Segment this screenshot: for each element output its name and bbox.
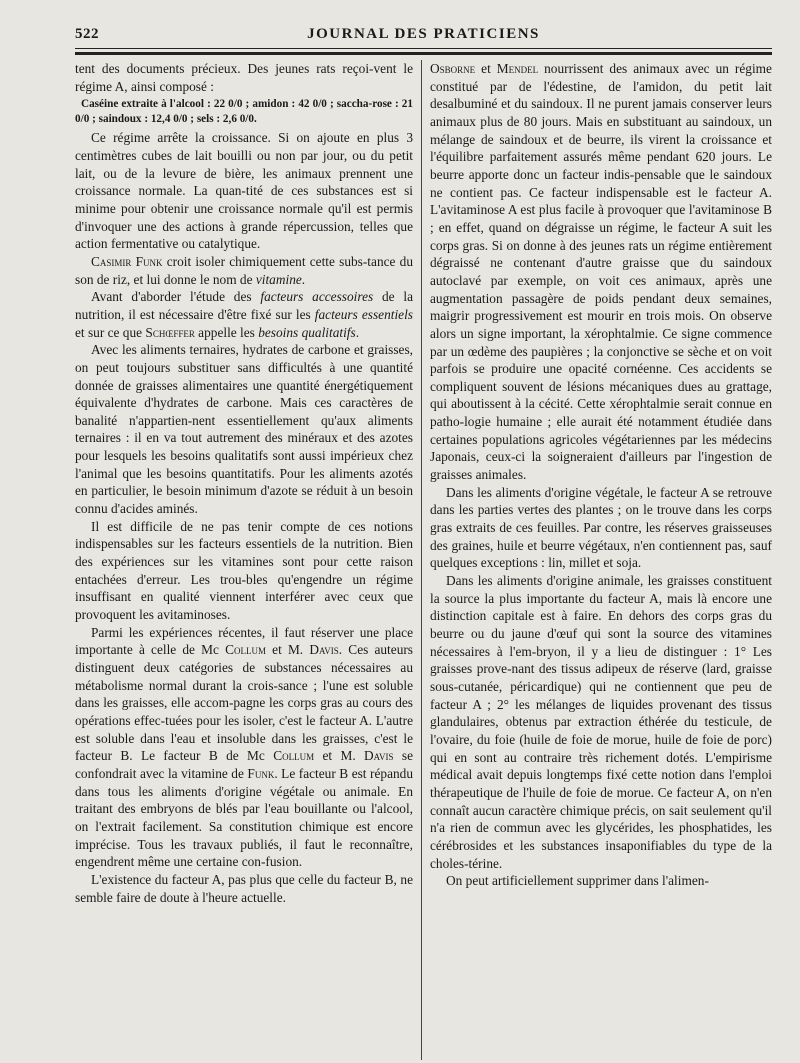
page-header bbox=[75, 22, 772, 46]
right-column-paragraph: Osborne et Mendel nourrissent des animaux avec un régime constitué par de l'édestine, de l'amidon, du petit lait desalbuminé et du saindoux. Il ne purent jamais conserver leurs animaux plus de 80 jours. Mais en substituant au saindoux, un mélange de saindoux et de beurre, ils virent la croissance et l'équilibre parfaitement assurés même pendant 620 jours. Le beurre apporte donc un facteur indis-pensable que le saindoux ne contient pas. Ce facteur indispensable est le facteur A. L'avitaminose A est plus facile à provoquer que l'avitaminose B ; en effet, quand on dégraisse un régime, le facteur A suit les corps gras. Si on donne à des jeunes rats un régime entièrement dégraissé ne contenant d'autre graisse que du saindoux autoclavé par exemple, on voit ces animaux, après une augmentation passagère de poids pendant deux semaines, maigrir progressivement est mourir en trois mois. On observe alors un signe important, la xérophtalmie. Ce signe commence par un œdème des paupières ; la conjonctive se sèche et on voit parfois se produire une opacité cornéenne. Ces accidents se compliquent souvent de lésions mécaniques dues au grattage, qui aboutissent à la cécité. Cette xérophtalmie serait connue en patho-logie humaine ; elle aurait été notamment étudiée dans certaines populations agricoles végétariennes par les médecins Japonais, ceux-ci la soigneraient d'ailleurs par l'ingestion de graisses animales. bbox=[430, 61, 772, 483]
right-column-paragraph: Dans les aliments d'origine animale, les graisses constituent la source la plus importante du facteur A, mais là encore une distinction capitale est à faire. En dehors des corps gras du beurre ou du jaune d'œuf qui sont la source des vitamines nécessaires à l'em-bryon, il y a lieu de distinguer : 1° Les graisses prove-nant des tissus adipeux de réserve (lard, graisse sous-cutanée, péricardique) qui ne contiennent que peu de facteur A ; 2° les mélanges de liquides provenant des tissus glandulaires, obtenus par extraction éthérée du testicule, de l'ovaire, du foie (huile de foie de morue, huile de foie de porc) qui en sont au contraire très richement dotés. L'empirisme médical avait depuis longtemps fixé cette notion dans l'emploi thérapeutique de l'huile de foie de morue. Ce facteur A, on n'en connaît aucun caractère chimique précis, on sait seulement qu'il n'a rien de commun avec les glycérides, les phosphatides, les cérébrosides et les substances insaponifiables du type de la choles-térine. bbox=[430, 573, 772, 871]
left-column-paragraph: Caséine extraite à l'alcool : 22 0/0 ; amidon : 42 0/0 ; saccha-rose : 21 0/0 ; saindoux : 12,4 0/0 ; sels : 2,6 0/0. bbox=[75, 98, 413, 125]
right-column bbox=[430, 60, 772, 890]
left-column bbox=[75, 60, 413, 906]
left-column-paragraph: Ce régime arrête la croissance. Si on ajoute en plus 3 centimètres cubes de lait bouilli ou non par jour, ou du petit lait, ou de la levure de bière, les animaux prennent une croissance normale. La quan-tité de ces substances est si minime pour obtenir une croissance normale qu'il est permis d'invoquer une des actions à grande répercussion, telles que action fermentative ou catalytique. bbox=[75, 130, 413, 252]
journal-title: JOURNAL DES PRATICIENS bbox=[307, 26, 540, 42]
left-column-paragraph: Casimir Funk croit isoler chimiquement cette subs-tance du son de riz, et lui donne le nom de vitamine. bbox=[75, 253, 413, 287]
header-rule-thick bbox=[75, 52, 772, 55]
page-number: 522 bbox=[75, 26, 99, 42]
left-column-paragraph: Il est difficile de ne pas tenir compte de ces notions indispensables sur les facteurs essentiels de la nutrition. Bien des expériences sur les vitamines sont pour cette raison entachées d'erreur. Les trou-bles qu'engendre un régime insuffisant en qualité viennent interférer avec ceux que provoquent les avitaminoses. bbox=[75, 518, 413, 623]
header-rule-thin bbox=[75, 48, 772, 49]
right-column-paragraph: On peut artificiellement supprimer dans l'alimen- bbox=[446, 873, 709, 889]
left-column-paragraph: Parmi les expériences récentes, il faut réserver une place importante à celle de Mc Collum et M. Davis. Ces auteurs distinguent deux catégories de substances nécessaires au métabolisme normal durant la crois-sance ; l'une est soluble dans les graisses, elle accom-pagne les corps gras au cours des opérations effec-tuées pour les isoler, c'est le facteur A. L'autre est soluble dans l'eau et insoluble dans les graisses, c'est le facteur B. Le facteur B de Mc Collum et M. Davis se confondrait avec la vitamine de Funk. Le facteur B est répandu dans tous les aliments d'origine végétale ou animale. En traitant des embryons de blés par l'eau bouillante ou l'alcool, on l'extrait facilement. Sa constitution chimique est encore imprécise. Tous les travaux publiés, il faut le reconnaître, engendrent même une certaine con-fusion. bbox=[75, 624, 414, 870]
right-column-paragraph: Dans les aliments d'origine végétale, le facteur A se retrouve dans les parties vertes des plantes ; on le trouve dans les corps gras extraits de ces feuilles. Par contre, les réserves graisseuses des graines, huile et beurre végétaux, n'en contiennent pas, sauf quelques exceptions : lin, millet et soja. bbox=[430, 484, 772, 571]
left-column-paragraph: L'existence du facteur A, pas plus que celle du facteur B, ne semble faire de doute à l'heure actuelle. bbox=[75, 871, 413, 905]
column-divider bbox=[421, 60, 422, 1060]
left-column-paragraph: tent des documents précieux. Des jeunes rats reçoi-vent le régime A, ainsi composé : bbox=[75, 61, 413, 94]
left-column-paragraph: Avant d'aborder l'étude des facteurs accessoires de la nutrition, il est nécessaire d'être fixé sur les facteurs essentiels et sur ce que Schœffer appelle les besoins qualitatifs. bbox=[75, 289, 413, 340]
left-column-paragraph: Avec les aliments ternaires, hydrates de carbone et graisses, on peut toujours substituer sans difficultés à une quantité donnée de graisses alimentaires une quantité énergétiquement équivalente d'hydrates de carbone. Mais ces caractères de banalité n'appartien-nent essentiellement qu'aux aliments ternaires : il en va tout autrement des minéraux et des azotes pour lesquels les besoins qualitatifs sont aussi impérieux chez l'animal que les besoins quantitatifs. Pour les aliments azotés en particulier, le besoin minimum d'azote se réduit à un besoin connu d'acides aminés. bbox=[75, 342, 413, 517]
